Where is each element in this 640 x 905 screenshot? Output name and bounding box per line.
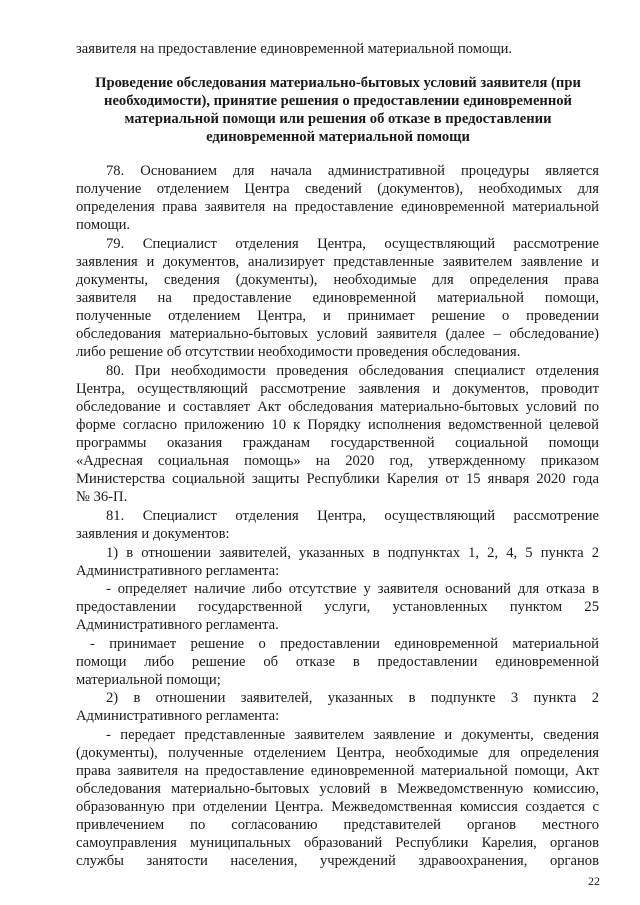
- paragraph-78-line: получение отделением Центра сведений (документов), необходимых для: [76, 181, 599, 197]
- subpoint-1-item-line: материальной помощи;: [76, 672, 221, 688]
- paragraph-80-line: Министерства социальной защиты Республики Карелия от 15 января 2020 года: [76, 471, 599, 487]
- paragraph-79-line: 79. Специалист отделения Центра, осуществляющий рассмотрение: [106, 236, 599, 252]
- subpoint-1-item-line: помощи либо решение об отказе в предоставлении единовременной: [76, 654, 599, 670]
- paragraph-79-line: полученные отделением Центра, и принимает решение о проведении: [76, 308, 599, 324]
- subpoint-1-line: Административного регламента:: [76, 563, 280, 579]
- paragraph-80-line: 80. При необходимости проведения обследования специалист отделения: [106, 363, 599, 379]
- paragraph-79-line: документы, сведения (документы), необходимые для определения права: [76, 272, 599, 288]
- subpoint-2-item-line: (документы), полученные отделением Центра, необходимые для определения: [76, 745, 599, 761]
- heading-line: материальной помощи или решения об отказе в предоставлении: [124, 111, 552, 127]
- paragraph-81-line: 81. Специалист отделения Центра, осуществляющий рассмотрение: [106, 508, 599, 524]
- subpoint-2-item-line: самоуправления муниципальных образований Республики Карелия, органов: [76, 835, 599, 851]
- paragraph-79-line: заявителя на предоставление единовременной материальной помощи,: [76, 290, 599, 306]
- paragraph-80-line: форме согласно приложению 10 к Порядку исполнения ведомственной целевой: [76, 417, 599, 433]
- paragraph-79-line: заявления и документов, анализирует представленные заявителем заявление и: [76, 254, 599, 270]
- subpoint-2-item-line: привлечением по согласованию представителей органов местного: [76, 817, 599, 833]
- subpoint-2-item-line: обследования материально-бытовых условий в Межведомственную комиссию,: [76, 781, 599, 797]
- paragraph-78-line: помощи.: [76, 217, 131, 233]
- page-number: 22: [588, 874, 600, 888]
- subpoint-2-line: 2) в отношении заявителей, указанных в подпункте 3 пункта 2: [106, 690, 599, 706]
- subpoint-2-line: Административного регламента:: [76, 708, 280, 724]
- subpoint-1-line: 1) в отношении заявителей, указанных в подпунктах 1, 2, 4, 5 пункта 2: [106, 545, 599, 561]
- paragraph-80-line: программы оказания гражданам государственной социальной помощи: [76, 435, 599, 451]
- subpoint-1-item-line: - принимает решение о предоставлении единовременной материальной: [90, 636, 599, 652]
- paragraph-80-line: Центра, осуществляющий рассмотрение заявления и документов, проводит: [76, 381, 599, 397]
- heading-line: Проведение обследования материально-бытовых условий заявителя (при: [95, 75, 581, 91]
- subpoint-2-item-line: права заявителя на предоставление единовременной материальной помощи, Акт: [76, 763, 599, 779]
- subpoint-1-item-line: предоставлении государственной услуги, установленных пунктом 25: [76, 599, 599, 615]
- paragraph-79-line: либо решение об отсутствии необходимости проведения обследования.: [76, 344, 521, 360]
- paragraph-81-line: заявления и документов:: [76, 526, 230, 542]
- section-heading: [70, 74, 606, 146]
- subpoint-2-item-line: - передает представленные заявителем заявление и документы, сведения: [106, 727, 599, 743]
- heading-line: необходимости), принятие решения о предоставлении единовременной: [104, 93, 572, 109]
- paragraph-79-line: обследования материально-бытовых условий заявителя (далее – обследование): [76, 326, 599, 342]
- paragraph-78-line: 78. Основанием для начала административной процедуры является: [106, 163, 599, 179]
- heading-line: единовременной материальной помощи: [206, 129, 470, 145]
- text-line-continuation: заявителя на предоставление единовременной материальной помощи.: [76, 41, 513, 57]
- subpoint-1-item-line: Административного регламента.: [76, 617, 279, 633]
- paragraph-80-line: обследование и составляет Акт обследования материально-бытовых условий по: [76, 399, 599, 415]
- paragraph-80-line: «Адресная социальная помощь» на 2020 год, утвержденному приказом: [76, 453, 599, 469]
- paragraph-80-line: № 36-П.: [76, 489, 128, 505]
- subpoint-2-item-line: образованную при отделении Центра. Межведомственная комиссия создается с: [76, 799, 599, 815]
- subpoint-2-item-line: службы занятости населения, учреждений здравоохранения, органов: [76, 853, 599, 869]
- subpoint-1-item-line: - определяет наличие либо отсутствие у заявителя оснований для отказа в: [106, 581, 599, 597]
- paragraph-78-line: определения права заявителя на предоставление единовременной материальной: [76, 199, 599, 215]
